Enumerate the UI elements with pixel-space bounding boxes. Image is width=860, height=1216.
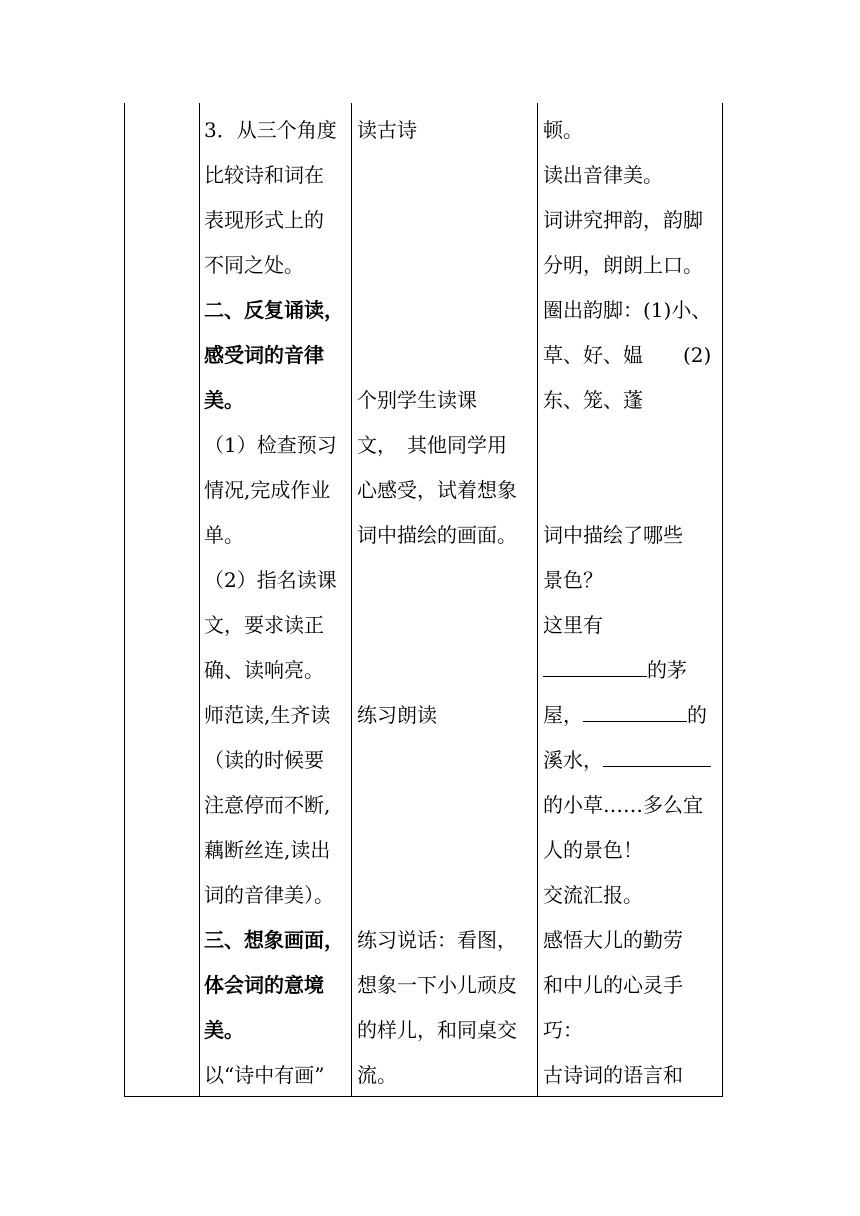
text-line [543, 243, 721, 288]
line-text: 溪水， [543, 748, 603, 772]
text-line [543, 648, 721, 693]
text-line [543, 153, 721, 198]
text-line [357, 783, 537, 828]
text-line: 的样儿，和同桌交 [357, 1018, 517, 1042]
text-line [543, 423, 721, 468]
text-line: 二、反复诵读， [204, 298, 344, 322]
text-line [543, 288, 721, 333]
line-text: 和中儿的心灵手 [543, 973, 683, 997]
text-line: 心感受，试着想象 [357, 478, 517, 502]
text-line: 文， 其他同学用 [357, 433, 507, 457]
text-line: （2）指名读课 [204, 568, 337, 592]
text-line [543, 468, 721, 513]
text-line: 练习说话：看图， [357, 928, 517, 952]
text-line: 美。 [204, 388, 244, 412]
text-line [357, 153, 537, 198]
text-line [543, 558, 721, 603]
text-line: 情况,完成作业 [204, 478, 331, 502]
line-text: 这里有 [543, 613, 603, 637]
text-line: 词的音律美）。 [204, 883, 334, 907]
text-line: 流。 [357, 1063, 397, 1087]
line-text: 巧： [543, 1018, 583, 1042]
text-line: 练习朗读 [357, 703, 437, 727]
text-line [543, 108, 721, 153]
line-text: 圈出韵脚：(1)小、 [543, 298, 712, 322]
text-line [357, 288, 537, 333]
text-line: 表现形式上的 [204, 208, 324, 232]
text-line: 注意停而不断, [204, 793, 331, 817]
text-line: 以“诗中有画” [204, 1063, 325, 1087]
text-line: 不同之处。 [204, 253, 304, 277]
text-line [543, 738, 721, 783]
text-line: 词中描绘的画面。 [357, 523, 517, 547]
fill-in-blank [583, 701, 687, 722]
text-line: 三、想象画面， [204, 928, 344, 952]
line-text: 景色？ [543, 568, 603, 592]
text-line: 藕断丝连,读出 [204, 838, 331, 862]
text-line: 师范读,生齐读 [204, 703, 331, 727]
text-line: 感受词的音律 [204, 343, 324, 367]
text-line [543, 513, 721, 558]
text-line [543, 783, 721, 828]
text-line: 确、读响亮。 [204, 658, 324, 682]
text-line: 比较诗和词在 [204, 163, 324, 187]
text-line [357, 603, 537, 648]
line-text: 人的景色！ [543, 838, 643, 862]
text-line [543, 693, 721, 738]
line-text: 草、好、媪 (2) [543, 343, 712, 367]
table-divider-2 [351, 103, 352, 1097]
line-text: 读出音律美。 [543, 163, 663, 187]
text-line [357, 243, 537, 288]
text-line [543, 378, 721, 423]
text-line: 体会词的意境 [204, 973, 324, 997]
text-line: 3．从三个角度 [204, 118, 337, 142]
text-line: 美。 [204, 1018, 244, 1042]
text-line [543, 603, 721, 648]
fill-in-blank [603, 746, 711, 767]
text-line [543, 918, 721, 963]
fill-in-blank [543, 656, 647, 677]
table-border-right [722, 103, 723, 1097]
line-text-after-blank: 的茅 [647, 658, 687, 682]
teacher-activity-column [204, 108, 350, 1098]
text-line [357, 648, 537, 693]
text-line: （读的时候要 [204, 748, 324, 772]
line-text-after-blank: 的 [687, 703, 707, 727]
text-line [543, 963, 721, 1008]
text-line: （1）检查预习 [204, 433, 337, 457]
text-line [357, 873, 537, 918]
text-line [543, 828, 721, 873]
line-text: 词讲究押韵，韵脚 [543, 208, 703, 232]
text-line [357, 828, 537, 873]
line-text: 古诗词的语言和 [543, 1063, 683, 1087]
line-text: 交流汇报。 [543, 883, 643, 907]
line-text: 屋， [543, 703, 583, 727]
table-divider-3 [537, 103, 538, 1097]
text-line: 读古诗 [357, 118, 417, 142]
text-line [543, 1008, 721, 1053]
line-text: 分明，朗朗上口。 [543, 253, 703, 277]
design-intent-column [543, 108, 721, 1098]
text-line: 单。 [204, 523, 244, 547]
text-line [357, 738, 537, 783]
table-divider-1 [199, 103, 200, 1097]
table-border-left [124, 103, 125, 1097]
text-line: 文，要求读正 [204, 613, 324, 637]
line-text: 词中描绘了哪些 [543, 523, 683, 547]
line-text: 的小草……多么宜 [543, 793, 703, 817]
text-line: 个别学生读课 [357, 388, 477, 412]
line-text: 顿。 [543, 118, 583, 142]
text-line [543, 873, 721, 918]
line-text: 东、笼、蓬 [543, 388, 643, 412]
text-line [543, 1053, 721, 1098]
text-line [357, 558, 537, 603]
text-line [543, 333, 721, 378]
student-activity-column [357, 108, 537, 1098]
text-line [357, 198, 537, 243]
text-line [543, 198, 721, 243]
line-text: 感悟大儿的勤劳 [543, 928, 683, 952]
text-line: 想象一下小儿顽皮 [357, 973, 517, 997]
text-line [357, 333, 537, 378]
